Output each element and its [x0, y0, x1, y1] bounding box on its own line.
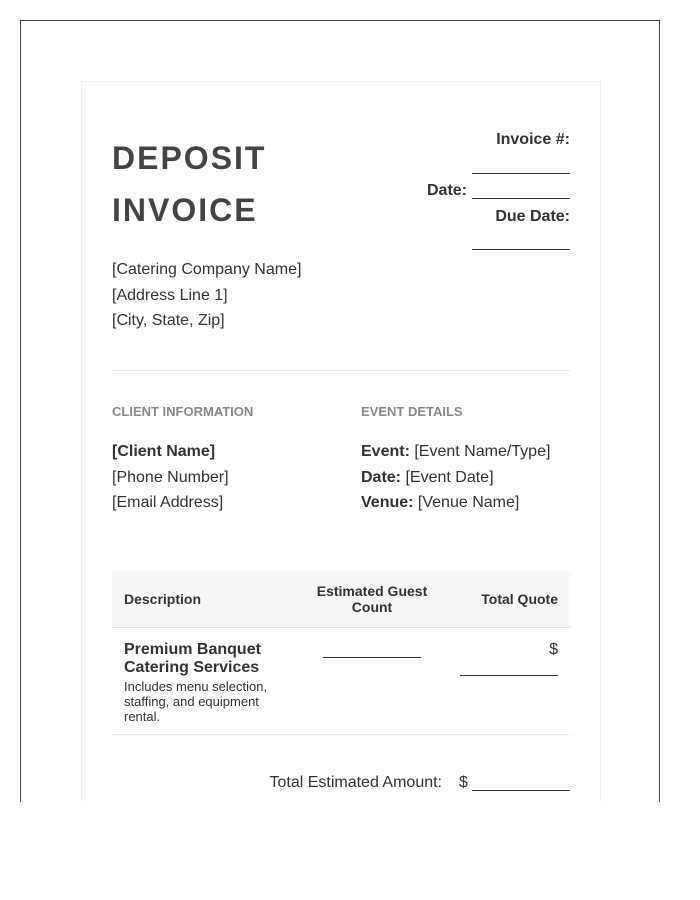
total-quote-field[interactable] — [460, 675, 558, 676]
row-divider — [112, 734, 570, 735]
column-header-description: Description — [124, 591, 202, 607]
event-row: Event: [Event Name/Type] — [361, 443, 551, 460]
column-header-guest-count: Estimated Guest Count — [316, 583, 428, 615]
guest-count-field[interactable] — [323, 657, 421, 658]
invoice-number-label: Invoice #: — [496, 131, 570, 148]
item-name: Premium Banquet Catering Services — [124, 641, 261, 676]
invoice-number-field[interactable] — [472, 173, 570, 174]
client-info-block — [112, 439, 229, 516]
event-venue-row: Venue: [Venue Name] — [361, 494, 520, 511]
event-details-block — [361, 439, 550, 516]
date-field[interactable] — [472, 198, 570, 199]
event-venue-value: [Venue Name] — [417, 494, 520, 511]
invoice-title-line1: DEPOSIT — [112, 140, 267, 176]
client-name: [Client Name] — [112, 443, 216, 460]
due-date-field[interactable] — [472, 249, 570, 250]
client-info-heading: CLIENT INFORMATION — [112, 404, 254, 419]
event-value: [Event Name/Type] — [414, 443, 551, 460]
event-date-row: Date: [Event Date] — [361, 468, 494, 486]
total-amount-field[interactable] — [472, 790, 570, 791]
quote-currency: $ — [549, 641, 558, 658]
item-description: Includes menu selection, staffing, and equipment rental. — [124, 679, 268, 724]
date-label: Date: — [426, 182, 467, 199]
event-details-heading: EVENT DETAILS — [361, 404, 463, 419]
company-city-state-zip: [City, State, Zip] — [112, 312, 225, 329]
company-name: [Catering Company Name] — [112, 261, 302, 278]
client-email: [Email Address] — [112, 494, 224, 511]
event-date-value: [Event Date] — [405, 468, 494, 486]
total-label: Total Estimated Amount: — [269, 774, 442, 791]
invoice-title-line2: INVOICE — [112, 192, 258, 228]
due-date-label: Due Date: — [495, 208, 570, 225]
total-currency: $ — [459, 774, 468, 791]
column-header-total-quote: Total Quote — [481, 591, 558, 607]
client-phone: [Phone Number] — [112, 468, 229, 486]
table-row — [124, 641, 284, 724]
company-address-line1: [Address Line 1] — [112, 286, 228, 304]
section-divider — [112, 370, 570, 371]
company-address — [112, 257, 301, 334]
